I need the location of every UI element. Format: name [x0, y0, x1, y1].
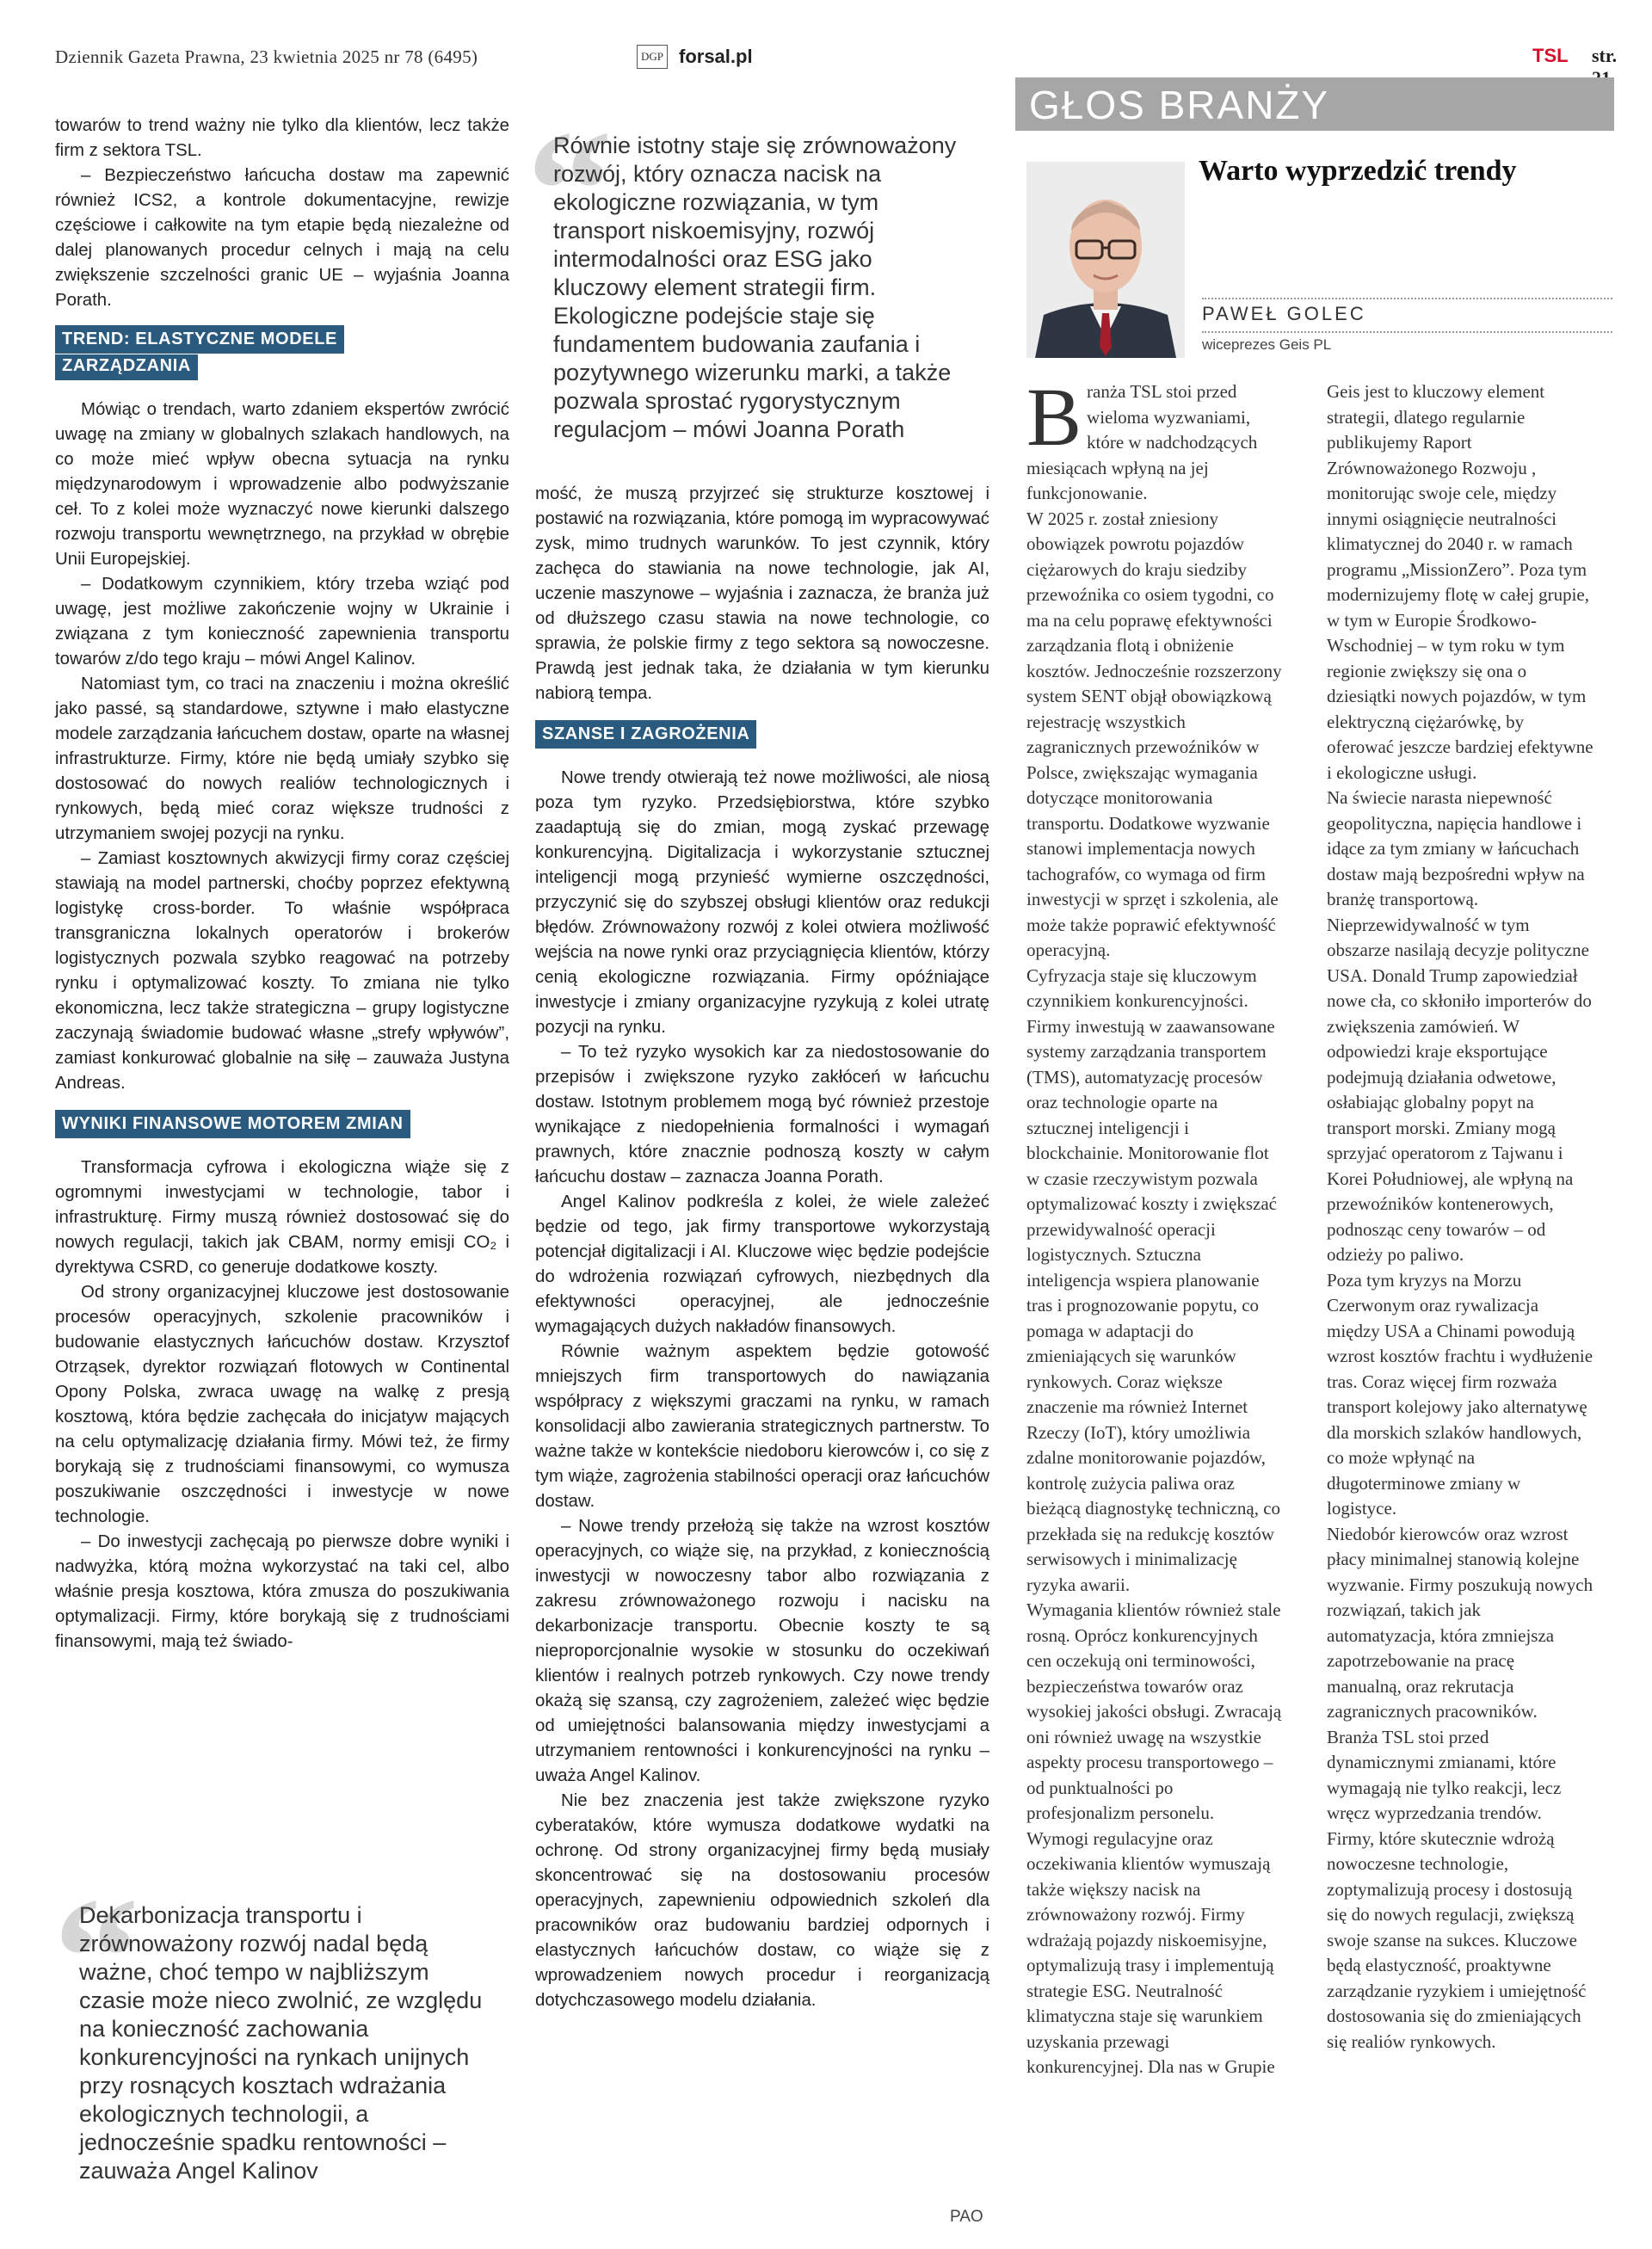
paragraph: Nie bez znaczenia jest także zwiększone ryzyko cyberataków, które wymusza dodatkowe wydatki na ochronę. Od strony organizacyjnej firmy będą musiały skoncentrować się na dostosowaniu procesów operacyjnych, zapewnieniu odpowiednich szkoleń dla pracowników oraz budowaniu bardziej odpornych i elastycznych łańcuchów dostaw, co wiąże się z wprowadzeniem nowych procedur i reorganizacją dotychczasowego modelu działania. [535, 1791, 989, 2010]
paragraph: Nowe trendy otwierają też nowe możliwości, ale niosą poza tym ryzyko. Przedsiębiorstwa, które szybko zaadaptują się do zmian, mogą zyskać przewagę konkurencyjną. Digitalizacja i wykorzystanie sztucznej inteligencji mogą przynieść wymierne oszczędności, przyczynić się do szybszej obsługi klientów oraz redukcji błędów. Zrównoważony rozwój z kolei otwiera możliwość wejścia na nowe rynki oraz przyciągnięcia klientów, którzy cenią ekologiczne rozwiązania. Firmy opóźniające inwestycje i zmiany organizacyjne ryzykują z kolei utratę pozycji na rynku. [535, 768, 989, 1037]
paragraph: W 2025 r. został zniesiony obowiązek powrotu pojazdów ciężarowych do kraju siedziby przewoźnika co osiem tygodni, co ma na celu poprawę efektywności zarządzania flotą i obniżenie kosztów. Jednocześnie rozszerzony system SENT objął obowiązkową rejestrację wszystkich zagranicznych przewoźników w Polsce, zwiększając wymagania dotyczące monitorowania transportu. Dodatkowe wyzwanie stanowi implementacja nowych tachografów, co wymaga od firm inwestycji w sprzęt i szkolenia, ale może także poprawić efektywność operacyjną. [1026, 508, 1282, 960]
paragraph: Branża TSL stoi przed dynamicznymi zmianami, które wymagają nie tylko reakcji, lecz wręcz wyprzedzania trendów. Firmy, które skutecznie wdrożą nowoczesne technologie, zoptymalizują procesy i dostosują się do nowych regulacji, zwiększą swoje szanse na sukces. Kluczowe będą elastyczność, proaktywne zarządzanie ryzykiem i umiejętność dostosowania się do zmieniających się realiów rynkowych. [1327, 1726, 1587, 2052]
paragraph: – Do inwestycji zachęcają po pierwsze dobre wyniki i nadwyżka, którą można wykorzystać na taki cel, albo właśnie presja kosztowa, która zmusza do poszukiwania optymalizacji. Firmy, które borykają się z trudnościami finansowymi, mają też świado- [55, 1532, 509, 1651]
section-label: TSL [1532, 45, 1569, 66]
dgp-logo: DGP [637, 45, 668, 69]
paragraph: Angel Kalinov podkreśla z kolei, że wiele zależeć będzie od tego, jak firmy transportowe wykorzystają potencjał digitalizacji i AI. Kluczowe więc będzie podejście do wdrożenia rozwiązań cyfrowych, niezbędnych dla efektywności operacyjnej, ale jednocześnie wymagających dużych nakładów finansowych. [535, 1192, 989, 1336]
quote-mark-icon: “ [527, 96, 613, 286]
paragraph: Wymagania klientów również stale rosną. Oprócz konkurencyjnych cen oczekują oni terminowości, bezpieczeństwa towarów oraz wysokiej jakości obsługi. Zwracają oni również uwagę na wszystkie aspekty procesu transportowego – od punktualności po profesjonalizm personelu. [1026, 1599, 1282, 1823]
subheading-finance: WYNIKI FINANSOWE MOTOREM ZMIAN [55, 1110, 410, 1138]
paragraph: Cyfryzacja staje się kluczowym czynnikiem konkurencyjności. Firmy inwestują w zaawansowane systemy zarządzania transportem (TMS), automatyzację procesów oraz technologie oparte na sztucznej inteligencji i blockchainie. Monitorowanie flot w czasie rzeczywistym pozwala optymalizować koszty i zwiększać przewidywalność operacji logistycznych. Sztuczna inteligencja wspiera planowanie tras i prognozowanie popytu, co pomaga w adaptacji do zmieniających się warunków rynkowych. Coraz większe znaczenie ma również Internet Rzeczy (IoT), który umożliwia zdalne monitorowanie pojazdów, kontrolę zużycia paliwa oraz bieżącą diagnostykę techniczną, co przekłada się na redukcję kosztów serwisowych i minimalizację ryzyka awarii. [1026, 964, 1281, 1595]
paragraph: towarów to trend ważny nie tylko dla klientów, lecz także firm z sektora TSL. [55, 116, 509, 160]
drop-cap: B [1026, 371, 1082, 463]
subheading-trend [55, 325, 509, 397]
author-photo [1026, 162, 1185, 358]
author-role: wiceprezes Geis PL [1202, 336, 1332, 353]
paragraph: Natomiast tym, co traci na znaczeniu i można określić jako passé, są standardowe, sztywne i mało elastyczne modele zarządzania łańcuchem dostaw, oparte na własnej infrastrukturze. Firmy, które nie będą umiały szybko się dostosować do nowych realiów technologicznych i rynkowych, będą mieć coraz większe trudności z utrzymaniem swojej pozycji na rynku. [55, 675, 509, 843]
commentary-column-2 [1327, 379, 1593, 2055]
commentary-column-1 [1026, 371, 1285, 2080]
pull-quote-kalinov: Dekarbonizacja transportu i zrównoważony rozwój nadal będą ważne, choć tempo w najbliższym czasie może nieco zwolnić, ze względu na konieczność zachowania konkurencyjności na rynkach unijnych przy rosnących kosztach wdrażania ekologicznych technologii, a jednocześnie spadku rentowności – zauważa Angel Kalinov [79, 1902, 483, 2184]
banner-text: GŁOS BRANŻY [1029, 83, 1330, 127]
paragraph: Geis jest to kluczowy element strategii, dlatego regularnie publikujemy Raport Zrównoważonego Rozwoju , monitorując swoje cele, między innymi osiągnięcie neutralności klimatycznej do 2040 r. w ramach programu „MissionZero”. Poza tym modernizujemy flotę w całej grupie, w tym w Europie Środkowo-Wschodniej – w tym roku w tym regionie zwiększy się ona o dziesiątki nowych pojazdów, w tym elektryczną ciężarówkę, by oferować jeszcze bardziej efektywne i ekologiczne usługi. [1327, 381, 1593, 783]
paragraph: Na świecie narasta niepewność geopolityczna, napięcia handlowe i idące za tym zmiany w łańcuchach dostaw mają bezpośredni wpływ na branżę transportową. Nieprzewidywalność w tym obszarze nasilają decyzje polityczne USA. Donald Trump zapowiedział nowe cła, co skłoniło importerów do zwiększenia zamówień. W odpowiedzi kraje eksportujące podejmują działania odwetowe, osłabiając globalny popyt na transport morski. Zmiany mogą sprzyjać operatorom z Tajwanu i Korei Południowej, ale wpłyną na przewoźników kontenerowych, podnosząc ceny towarów – od odzieży po paliwo. [1327, 787, 1592, 1265]
paragraph: Niedobór kierowców oraz wzrost płacy minimalnej stanowią kolejne wyzwanie. Firmy poszukują nowych rozwiązań, takich jak automatyzacja, która zmniejsza zapotrzebowanie na pracę manualną, oraz rekrutacja zagranicznych pracowników. [1327, 1523, 1593, 1722]
article-column-2 [535, 482, 989, 2013]
page-header [55, 45, 1618, 74]
article-column-1 [55, 114, 509, 1654]
pull-quote-porath: Równie istotny staje się zrównoważony rozwój, który oznacza nacisk na ekologiczne rozwiązania, w tym transport niskoemisyjny, rozwój intermodalności oraz ESG jako kluczowy element strategii firm. Ekologiczne podejście staje się fundamentem budowania zaufania i pozytywnego wizerunku marki, a także pozwala sprostać rygorystycznym regulacjom – mówi Joanna Porath [553, 132, 957, 442]
paragraph: Transformacja cyfrowa i ekologiczna wiąże się z ogromnymi inwestycjami w technologie, tabor i infrastrukturę. Firmy muszą również dostosować się do nowych regulacji, takich jak CBAM, normy emisji CO₂ i dyrektywa CSRD, co generuje dodatkowe koszty. [55, 1158, 509, 1277]
site-link[interactable]: forsal.pl [679, 46, 753, 67]
paragraph: Równie ważnym aspektem będzie gotowość mniejszych firm transportowych do nawiązania współpracy z większymi graczami na rynku, w ramach konsolidacji albo zawierania strategicznych partnerstw. To ważne także w kontekście niedoboru kierowców i, co się z tym wiąże, zagrożenia stabilności operacji oraz łańcuchów dostaw. [535, 1342, 989, 1511]
author-signature: PAO [950, 2208, 983, 2226]
paragraph: mość, że muszą przyjrzeć się strukturze kosztowej i postawić na rozwiązania, które pomogą im wypracowywać zysk, mimo trudnych warunków. To jest czynnik, który zachęca do stawiania na nowe technologie, jak AI, uczenie maszynowe – wyjaśnia i zaznacza, że branża już od dłuższego czasu stawia na nowe technologie, co sprawia, że polskie firmy z tego sektora są nowoczesne. Prawdą jest jednak taka, że działania w tym kierunku nabiorą tempa. [535, 484, 989, 703]
divider [1202, 331, 1612, 333]
paragraph: – To też ryzyko wysokich kar za niedostosowanie do przepisów i zwiększone ryzyko zakłóceń w łańcuchu dostaw. Istotnym problemem mogą być również przestoje wynikające z niedopełnienia formalności i wymagań prawnych, które znacznie podnoszą koszty w całym łańcuchu dostaw – zaznacza Joanna Porath. [535, 1043, 989, 1186]
paragraph: Wymogi regulacyjne oraz oczekiwania klientów wymuszają także większy nacisk na zrównoważony rozwój. Firmy wdrażają pojazdy niskoemisyjne, optymalizują trasy i implementują strategie ESG. Neutralność klimatyczna staje się warunkiem uzyskania przewagi konkurencyjnej. Dla nas w Grupie [1026, 1827, 1275, 2077]
publication-info: Dziennik Gazeta Prawna, 23 kwietnia 2025 nr 78 (6495) [55, 46, 478, 67]
paragraph: Branża TSL stoi przed wieloma wyzwaniami, które w nadchodzących miesiącach wpłyną na jej funkcjonowanie. [1026, 371, 1258, 503]
article-title: Warto wyprzedzić trendy [1199, 155, 1517, 187]
paragraph: – Zamiast kosztownych akwizycji firmy coraz częściej stawiają na model partnerski, choćby poprzez efektywną logistykę cross-border. To właśnie współpraca transgraniczna lokalnych operatorów i brokerów logistycznych pozwala szybko reagować na potrzeby rynku i optymalizować koszty. To zmiana nie tylko ekonomiczna, lecz także strategiczna – grupy logistyczne zaczynają świadomie budować własne „strefy wpływów”, zamiast konkurować globalnie na siłę – zauważa Justyna Andreas. [55, 849, 509, 1093]
quote-mark-icon: “ [53, 1863, 139, 2053]
subheading-chances: SZANSE I ZAGROŻENIA [535, 720, 756, 749]
paragraph: Poza tym kryzys na Morzu Czerwonym oraz rywalizacja między USA a Chinami powodują wzrost kosztów frachtu i wydłużenie tras. Coraz więcej firm rozważa transport kolejowy jako alternatywę dla morskich szlaków handlowych, co może wpłynąć na długoterminowe zmiany w logistyce. [1327, 1269, 1593, 1519]
paragraph: – Dodatkowym czynnikiem, który trzeba wziąć pod uwagę, jest możliwe zakończenie wojny w Ukrainie i związana z tym konieczność zapewnienia transportu towarów z/do tego kraju – mówi Angel Kalinov. [55, 575, 509, 669]
page-number: str. [1592, 45, 1618, 66]
paragraph: – Bezpieczeństwo łańcucha dostaw ma zapewnić również ICS2, a kontrole dokumentacyjne, rewizje częściowe i całkowite na tym etapie będą niezależne od dalej planowanych procedur celnych i mają na celu zwiększenie szczelności granic UE – wyjaśnia Joanna Porath. [55, 166, 509, 310]
paragraph: Mówiąc o trendach, warto zdaniem ekspertów zwrócić uwagę na zmiany w globalnych szlakach handlowych, na co może mieć wpływ obecna sytuacja na rynku międzynarodowym i wprowadzenie albo podwyższanie ceł. To z kolei może wyznaczyć nowe kierunki dalszego rozwoju transportu wewnętrznego, na przykład w obrębie Unii Europejskiej. [55, 400, 509, 569]
section-banner [1015, 77, 1614, 131]
divider [1202, 298, 1612, 299]
paragraph: Od strony organizacyjnej kluczowe jest dostosowanie procesów operacyjnych, szkolenie pracowników i budowanie elastycznych łańcuchów dostaw. Krzysztof Otrząsek, dyrektor rozwiązań flotowych w Continental Opony Polska, zwraca uwagę na walkę z presją kosztową, która będzie zachęcała do inicjatyw mających na celu optymalizację działania firmy. Mówi też, że firmy borykają się z trudnościami finansowymi, co wymusza poszukiwanie oszczędności i inwestycje w nowe technologie. [55, 1283, 509, 1526]
subheading-line: ZARZĄDZANIA [55, 354, 198, 380]
subheading-line: TREND: ELASTYCZNE MODELE [55, 325, 344, 354]
paragraph: – Nowe trendy przełożą się także na wzrost kosztów operacyjnych, co wiąże się, na przykład, z koniecznością inwestycji w nowoczesny tabor albo rozwiązania z zakresu zrównoważonego rozwoju i nacisku na dekarbonizacje transportu. Obecnie koszty te są nieproporcjonalnie wysokie w stosunku do oczekiwań klientów i realnych potrzeb rynkowych. Czy nowe trendy okażą się szansą, czy zagrożeniem, zależeć więc będzie od umiejętności balansowania między inwestycjami a utrzymaniem rentowności i konkurencyjności na rynku – uważa Angel Kalinov. [535, 1517, 989, 1785]
author-name: PAWEŁ GOLEC [1202, 303, 1366, 324]
